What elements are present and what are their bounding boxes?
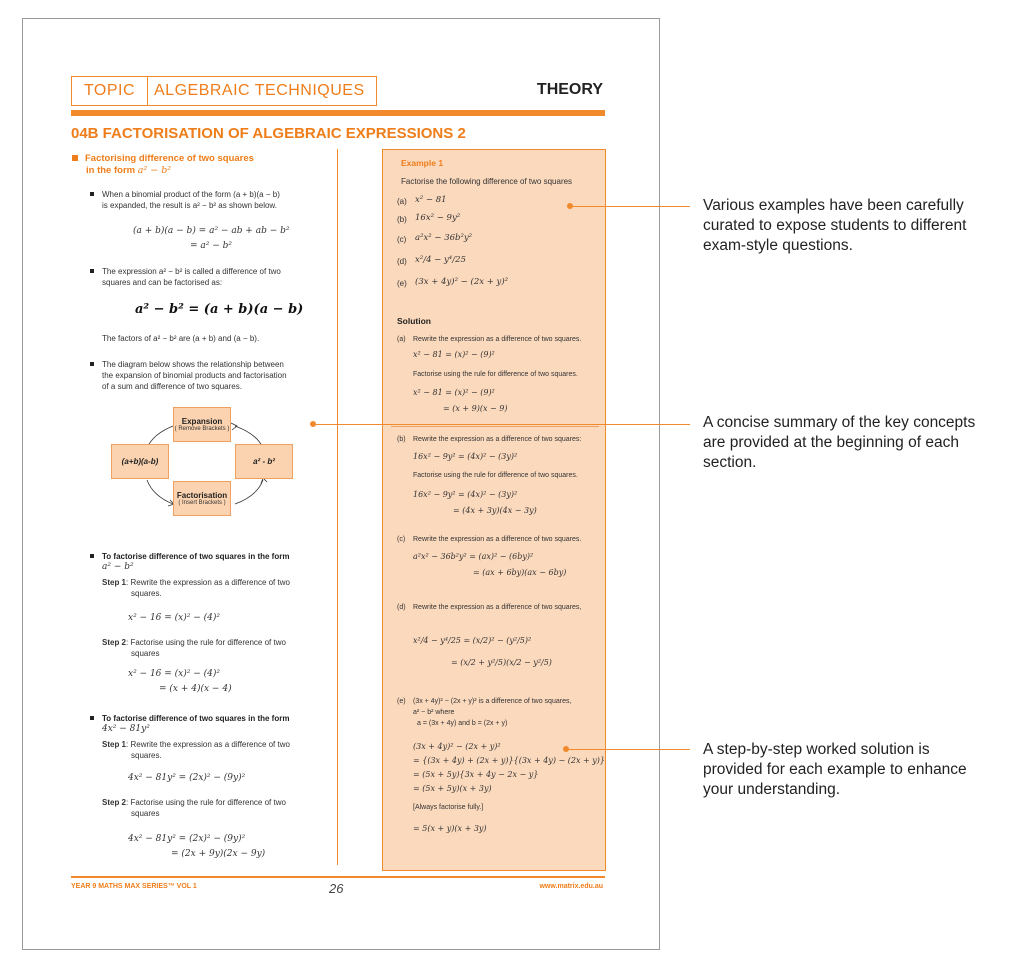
footer-url: www.matrix.edu.au bbox=[539, 883, 603, 890]
square-bullet-icon bbox=[72, 155, 78, 161]
bullet-method-2: To factorise difference of two squares in the form bbox=[102, 714, 290, 723]
step2b-eq2: = (2x + 9y)(2x − 9y) bbox=[171, 849, 266, 859]
topic-name: ALGEBRAIC TECHNIQUES bbox=[154, 82, 365, 99]
annotation-1-line2: curated to expose students to different bbox=[703, 217, 967, 234]
page-number: 26 bbox=[329, 881, 344, 896]
section-title: 04B FACTORISATION OF ALGEBRAIC EXPRESSIONS 2 bbox=[71, 125, 466, 142]
difference-box-label: a² - b² bbox=[253, 457, 275, 466]
step1b-eq: 4x² − 81y² = (2x)² − (9y)² bbox=[128, 773, 246, 783]
step2a-text: : Factorise using the rule for difference of two bbox=[126, 638, 286, 647]
expansion-eq-1: (a + b)(a − b) = a² − ab + ab − b² bbox=[133, 226, 290, 236]
b2-line1: The expression a² − b² is called a difference of two bbox=[102, 267, 281, 276]
bullet-expression bbox=[102, 266, 281, 288]
factorisation-sub: ( Insert Brackets ) bbox=[178, 500, 226, 506]
sa-eq2: x² − 81 = (x)² − (9)² bbox=[413, 388, 495, 397]
b3-line1: The diagram below shows the relationship between bbox=[102, 360, 284, 369]
annotation-3-line3: your understanding. bbox=[703, 781, 841, 798]
step2a-eq2: = (x + 4)(x − 4) bbox=[159, 684, 232, 694]
annotation-2-line1: A concise summary of the key concepts bbox=[703, 414, 976, 431]
theory-heading bbox=[72, 153, 254, 164]
sb-text: Rewrite the expression as a difference of two squares: bbox=[413, 436, 582, 443]
step2a-text2: squares bbox=[131, 649, 160, 658]
leader-line-2 bbox=[313, 424, 690, 425]
se-eq3: = (5x + 5y){3x + 4y − 2x − y} bbox=[413, 770, 539, 779]
se-note: [Always factorise fully.] bbox=[413, 804, 484, 811]
expansion-eq-2: = a² − b² bbox=[190, 241, 233, 251]
topic-header bbox=[71, 76, 377, 106]
annotation-2-line2: are provided at the beginning of each bbox=[703, 434, 959, 451]
annotation-1-line1: Various examples have been carefully bbox=[703, 197, 964, 214]
sb-eq2: 16x² − 9y² = (4x)² − (3y)² bbox=[413, 490, 518, 499]
sc-label: (c) bbox=[397, 536, 406, 543]
method-2-math: 4x² − 81y² bbox=[102, 724, 150, 734]
sc-eq1: a²x² − 36b²y² = (ax)² − (6by)² bbox=[413, 552, 534, 561]
qe-label: (e) bbox=[397, 279, 407, 288]
step1b-text2: squares. bbox=[131, 751, 162, 760]
step2b-text: : Factorise using the rule for difference of two bbox=[126, 798, 286, 807]
divider-a bbox=[391, 426, 599, 427]
bullet-method-1: To factorise difference of two squares in the form bbox=[102, 552, 290, 561]
b2-line2: squares and can be factorised as: bbox=[102, 278, 223, 287]
theory-label: THEORY bbox=[536, 81, 603, 98]
annotation-3-line2: provided for each example to enhance bbox=[703, 761, 967, 778]
example-panel bbox=[382, 149, 606, 871]
sb-label: (b) bbox=[397, 436, 406, 443]
example-title: Example 1 bbox=[401, 158, 444, 168]
header-rule bbox=[71, 110, 605, 116]
step1b-label: Step 1 bbox=[102, 740, 127, 749]
qd: x²/4 − y⁴/25 bbox=[415, 255, 466, 265]
footer-series: YEAR 9 MATHS MAX SERIES™ VOL 1 bbox=[71, 883, 197, 890]
factorisation-box bbox=[173, 481, 231, 516]
qd-label: (d) bbox=[397, 257, 407, 266]
footer-rule bbox=[71, 876, 605, 878]
qa-label: (a) bbox=[397, 197, 407, 206]
annotation-examples bbox=[703, 196, 966, 256]
expansion-title: Expansion bbox=[181, 417, 223, 426]
se-text3: a = (3x + 4y) and b = (2x + y) bbox=[417, 720, 508, 727]
annotation-solution bbox=[703, 740, 967, 800]
se-label: (e) bbox=[397, 698, 406, 705]
b3-line3: of a sum and difference of two squares. bbox=[102, 382, 242, 391]
b1-line1: When a binomial product of the form (a + b)(a − b) bbox=[102, 190, 280, 199]
difference-box bbox=[235, 444, 293, 479]
sd-eq1: x²/4 − y⁴/25 = (x/2)² − (y²/5)² bbox=[413, 636, 532, 645]
sd-eq2: = (x/2 + y²/5)(x/2 − y²/5) bbox=[451, 658, 552, 667]
step1a-eq: x² − 16 = (x)² − (4)² bbox=[128, 613, 220, 623]
annotation-1-line3: exam-style questions. bbox=[703, 237, 853, 254]
b1-line2: is expanded, the result is a² − b² as shown below. bbox=[102, 201, 277, 210]
leader-line-1 bbox=[570, 206, 690, 207]
qb-label: (b) bbox=[397, 215, 407, 224]
se-eq2: = {(3x + 4y) + (2x + y)}{(3x + 4y) − (2x + y)} bbox=[413, 756, 605, 765]
sa-text: Rewrite the expression as a difference of two squares. bbox=[413, 336, 582, 343]
binomial-box-label: (a+b)(a-b) bbox=[121, 457, 159, 466]
sb-text2: Factorise using the rule for difference of two squares. bbox=[413, 472, 578, 479]
sd-text: Rewrite the expression as a difference of two squares, bbox=[413, 604, 582, 611]
step1a-text2: squares. bbox=[131, 589, 162, 598]
sb-eq3: = (4x + 3y)(4x − 3y) bbox=[453, 506, 537, 515]
se-text2: a² − b² where bbox=[413, 709, 455, 716]
factors-line: The factors of a² − b² are (a + b) and (a − b). bbox=[102, 334, 260, 343]
sd-label: (d) bbox=[397, 604, 406, 611]
bullet-binomial bbox=[102, 189, 280, 211]
heading-line2: in the form bbox=[86, 165, 136, 176]
step1a bbox=[102, 577, 290, 588]
binomial-box bbox=[111, 444, 169, 479]
bullet-diagram bbox=[102, 359, 287, 392]
step2a-eq1: x² − 16 = (x)² − (4)² bbox=[128, 669, 220, 679]
b3-line2: the expansion of binomial products and factorisation bbox=[102, 371, 287, 380]
step2a-label: Step 2 bbox=[102, 638, 127, 647]
sa-eq1: x² − 81 = (x)² − (9)² bbox=[413, 350, 495, 359]
step2a bbox=[102, 637, 286, 648]
example-intro: Factorise the following difference of two squares bbox=[401, 177, 573, 186]
qc-label: (c) bbox=[397, 235, 407, 244]
qc: a²x² − 36b²y² bbox=[415, 233, 473, 243]
topic-label: TOPIC bbox=[72, 77, 148, 105]
leader-line-3 bbox=[566, 749, 690, 750]
big-equation: a² − b² = (a + b)(a − b) bbox=[135, 302, 304, 317]
annotation-3-line1: A step-by-step worked solution is bbox=[703, 741, 930, 758]
step2b-label: Step 2 bbox=[102, 798, 127, 807]
heading-line1: Factorising difference of two squares bbox=[85, 153, 254, 164]
solution-heading: Solution bbox=[397, 316, 431, 326]
method-1-math: a² − b² bbox=[102, 562, 134, 572]
step1b-text: : Rewrite the expression as a difference of two bbox=[126, 740, 290, 749]
se-eq4: = (5x + 5y)(x + 3y) bbox=[413, 784, 492, 793]
factorisation-title: Factorisation bbox=[176, 491, 228, 500]
se-eq1: (3x + 4y)² − (2x + y)² bbox=[413, 742, 501, 751]
se-text: (3x + 4y)² − (2x + y)² is a difference of two squares, bbox=[413, 698, 572, 705]
qb: 16x² − 9y² bbox=[415, 213, 461, 223]
step1a-text: : Rewrite the expression as a difference of two bbox=[126, 578, 290, 587]
heading-math: a² − b² bbox=[137, 165, 172, 176]
expansion-box bbox=[173, 407, 231, 442]
expansion-sub: ( Remove Brackets ) bbox=[174, 426, 230, 432]
step1a-label: Step 1 bbox=[102, 578, 127, 587]
step2b bbox=[102, 797, 286, 808]
sa-eq3: = (x + 9)(x − 9) bbox=[443, 404, 508, 413]
annotation-summary bbox=[703, 413, 975, 473]
sc-text: Rewrite the expression as a difference of two squares. bbox=[413, 536, 582, 543]
theory-heading-line2 bbox=[86, 165, 171, 176]
sc-eq2: = (ax + 6by)(ax − 6by) bbox=[473, 568, 567, 577]
sb-eq1: 16x² − 9y² = (4x)² − (3y)² bbox=[413, 452, 518, 461]
step2b-text2: squares bbox=[131, 809, 160, 818]
step1b bbox=[102, 739, 290, 750]
textbook-page bbox=[22, 18, 660, 950]
se-eq5: = 5(x + y)(x + 3y) bbox=[413, 824, 487, 833]
sa-label: (a) bbox=[397, 336, 406, 343]
column-divider bbox=[337, 149, 338, 865]
step2b-eq1: 4x² − 81y² = (2x)² − (9y)² bbox=[128, 834, 246, 844]
qa: x² − 81 bbox=[415, 195, 447, 205]
annotation-2-line3: section. bbox=[703, 454, 757, 471]
qe: (3x + 4y)² − (2x + y)² bbox=[415, 277, 509, 287]
sa-text2: Factorise using the rule for difference of two squares. bbox=[413, 371, 578, 378]
